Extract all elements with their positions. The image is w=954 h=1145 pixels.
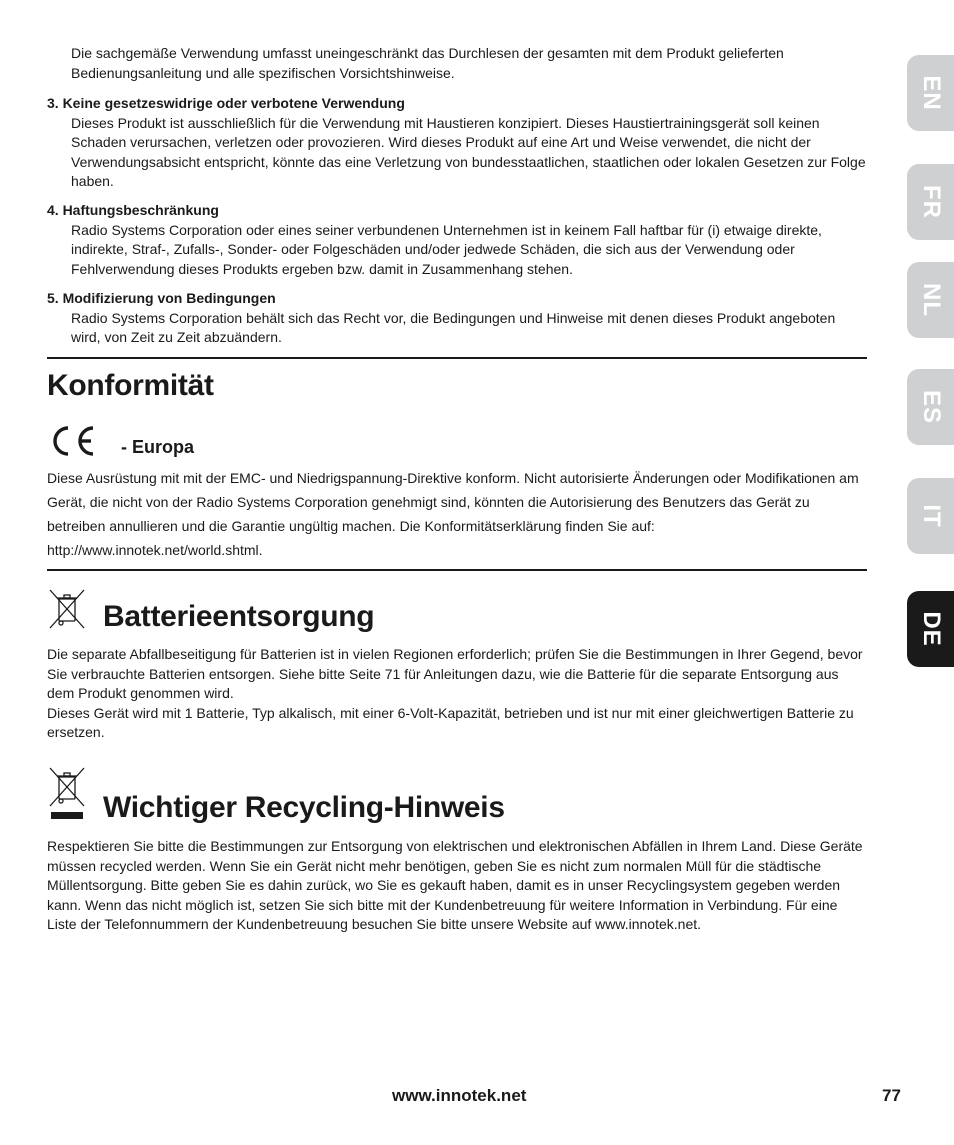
recycling-title: Wichtiger Recycling-Hinweis xyxy=(103,791,505,824)
batterie-paragraph-1: Die separate Abfallbeseitigung für Batterien ist in vielen Regionen erforderlich; prüfen Sie die Bestimmungen in Ihrer Gegend, bevor Sie verbrauchte Batterien entsorgen. Siehe bitte Seite 71 für Anleitungen dazu, wie die Batterie für die separate Entsorgung aus dem Produkt genommen wird. xyxy=(47,646,863,701)
batterie-paragraph-2: Dieses Gerät wird mit 1 Batterie, Typ alkalisch, mit einer 6-Volt-Kapazität, betrieben und ist nur mit einer gleichwertigen Batterie zu ersetzen. xyxy=(47,704,854,740)
tab-label: DE xyxy=(918,611,945,647)
batterie-title: Batterieentsorgung xyxy=(103,600,375,633)
batterie-body xyxy=(47,645,867,743)
tab-label: FR xyxy=(918,185,945,219)
konformitaet-body: Diese Ausrüstung mit mit der EMC- und Niedrigspannung-Direktive konform. Nicht autorisierte Änderungen oder Modifikationen am Gerät, die nicht von der Radio Systems Corporation genehmigt sind, könnten die Autorisierung des Benutzers das Gerät zu betreiben annullieren und die Garantie ungültig machen. Die Konformitätserklärung finden Sie auf: http://www.innotek.net/world.shtml. xyxy=(47,470,859,558)
tab-fr[interactable] xyxy=(907,164,954,240)
tab-nl[interactable] xyxy=(907,262,954,338)
tab-it[interactable] xyxy=(907,478,954,554)
tab-label: EN xyxy=(918,75,945,111)
tab-label: NL xyxy=(918,283,945,317)
section-heading: 4. Haftungsbeschränkung xyxy=(47,202,219,218)
tab-de[interactable] xyxy=(907,591,954,667)
section-5 xyxy=(47,289,867,348)
footer-url[interactable]: www.innotek.net xyxy=(392,1086,527,1105)
section-heading: 5. Modifizierung von Bedingungen xyxy=(47,290,276,306)
crossed-bin-with-bar-icon xyxy=(47,766,87,827)
section-body: Radio Systems Corporation behält sich das Recht vor, die Bedingungen und Hinweise mit denen dieses Produkt angeboten wird, von Zeit zu Zeit abzuändern. xyxy=(71,309,836,345)
recycling-body: Respektieren Sie bitte die Bestimmungen zur Entsorgung von elektrischen und elektronischen Abfällen in Ihrem Land. Diese Geräte müssen recycled werden. Wenn Sie ein Gerät nicht mehr benötigen, geben Sie es nicht zum normalen Müll für die städtische Müllentsorgung. Bitte geben Sie es dahin zurück, wo Sie es gekauft haben, damit es in unser Recyclingsystem gegeben werden kann. Wenn das nicht möglich ist, setzen Sie sich bitte mit der Kundenbetreuung für weitere Information in Verbindung. Für eine Liste der Telefonnummern der Kundenbetreuung besuchen Sie bitte unsere Website auf www.innotek.net. xyxy=(47,838,863,932)
tab-label: ES xyxy=(918,389,945,424)
page-number: 77 xyxy=(882,1086,901,1105)
konformitaet-title: Konformität xyxy=(47,369,214,402)
ce-region-label: - Europa xyxy=(121,437,195,457)
section-heading: 3. Keine gesetzeswidrige oder verbotene Verwendung xyxy=(47,95,405,111)
section-body: Radio Systems Corporation oder eines seiner verbundenen Unternehmen ist in keinem Fall haftbar für (i) etwaige direkte, indirekte, Straf-, Zufalls-, Sonder- oder Folgeschäden und/oder jedwede Schäden, die sich aus der Verwendung oder Fehlverwendung dieses Produkts ergeben bzw. damit in Zusammenhang stehen. xyxy=(71,221,822,277)
ce-mark-icon xyxy=(47,424,97,458)
ce-heading xyxy=(47,424,194,458)
section-3 xyxy=(47,94,867,192)
tab-es[interactable] xyxy=(907,369,954,445)
tab-en[interactable] xyxy=(907,55,954,131)
divider xyxy=(47,357,867,359)
section-4 xyxy=(47,201,867,279)
crossed-bin-icon xyxy=(47,588,87,635)
section-body: Dieses Produkt ist ausschließlich für die Verwendung mit Haustieren konzipiert. Dieses Haustiertrainingsgerät soll keinen Schaden verursachen, verletzen oder provozieren. Wird dieses Produkt auf eine Art und Weise verwendet, die nicht der Verwendungsabsicht entspricht, könnte das eine Verletzung von bundesstaatlichen, staatlichen oder lokalen Gesetzen zur Folge haben. xyxy=(71,114,866,189)
intro-paragraph: Die sachgemäße Verwendung umfasst uneingeschränkt das Durchlesen der gesamten mit dem Produkt gelieferten Bedienungsanleitung und alle spezifischen Vorsichtshinweise. xyxy=(71,45,784,81)
tab-label: IT xyxy=(918,504,945,528)
divider xyxy=(47,569,867,571)
